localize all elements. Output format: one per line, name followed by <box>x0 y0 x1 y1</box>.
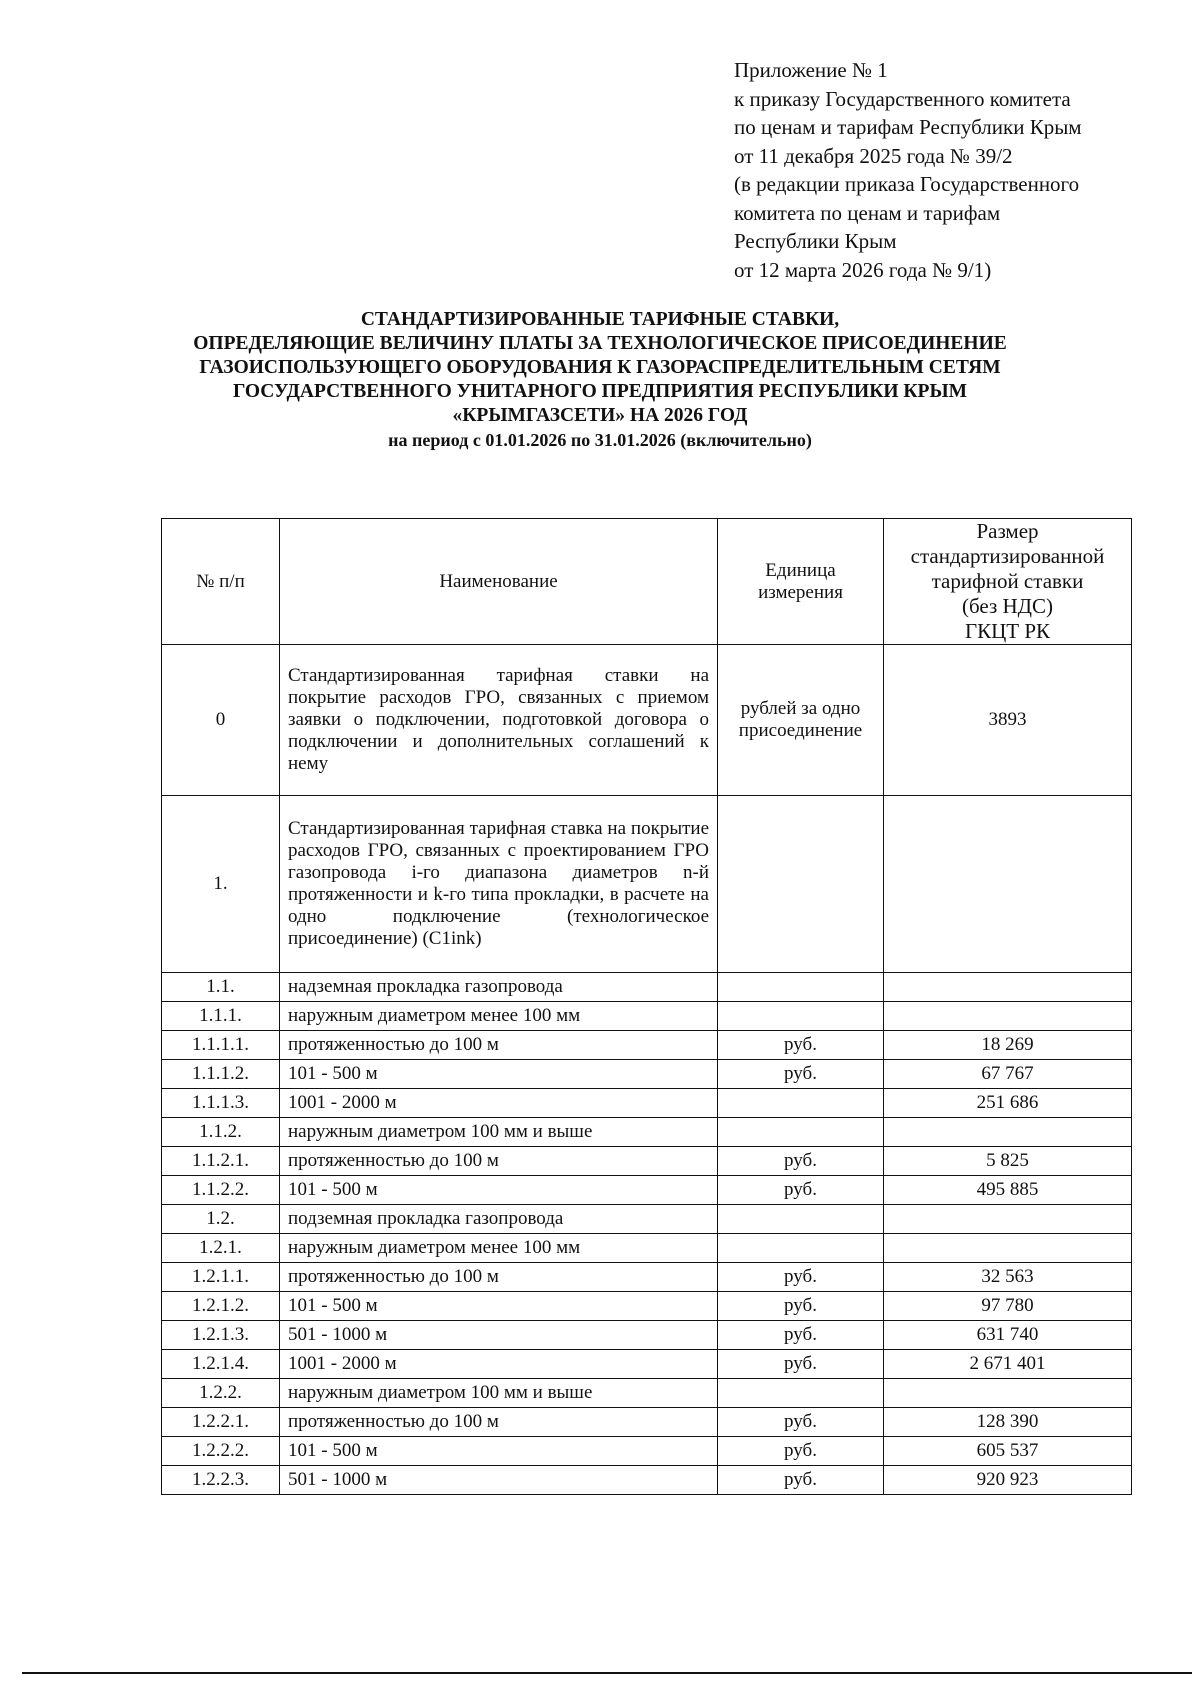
row-value <box>884 1234 1132 1263</box>
table-row <box>162 645 1132 796</box>
row-name: наружным диаметром 100 мм и выше <box>280 1379 718 1408</box>
row-unit: руб. <box>718 1263 884 1292</box>
row-number: 1.2.1.1. <box>162 1263 280 1292</box>
row-value: 128 390 <box>884 1408 1132 1437</box>
table-row <box>162 1437 1132 1466</box>
row-value <box>884 1205 1132 1234</box>
row-name: 101 - 500 м <box>280 1176 718 1205</box>
row-number: 1.1.1.3. <box>162 1089 280 1118</box>
table-row <box>162 1350 1132 1379</box>
tariff-table <box>161 518 1132 1495</box>
row-number: 1.2.2.3. <box>162 1466 280 1495</box>
header-name: Наименование <box>280 519 718 645</box>
row-name: 101 - 500 м <box>280 1437 718 1466</box>
table-row <box>162 1176 1132 1205</box>
table-row <box>162 973 1132 1002</box>
header-rate <box>884 519 1132 645</box>
row-name: подземная прокладка газопровода <box>280 1205 718 1234</box>
header-rate-line: стандартизированной <box>910 544 1105 568</box>
row-name: протяженностью до 100 м <box>280 1147 718 1176</box>
table-row <box>162 1263 1132 1292</box>
row-unit: руб. <box>718 1321 884 1350</box>
row-number: 1.1. <box>162 973 280 1002</box>
table-row <box>162 1118 1132 1147</box>
row-number: 0 <box>162 645 280 796</box>
row-value: 97 780 <box>884 1292 1132 1321</box>
title-line: ОПРЕДЕЛЯЮЩИЕ ВЕЛИЧИНУ ПЛАТЫ ЗА ТЕХНОЛОГИЧЕСКОЕ ПРИСОЕДИНЕНИЕ <box>193 333 1007 354</box>
row-unit: руб. <box>718 1031 884 1060</box>
appendix-line: от 11 декабря 2025 года № 39/2 <box>734 143 1013 168</box>
footer-divider <box>22 1672 1192 1674</box>
row-unit: руб. <box>718 1466 884 1495</box>
row-unit <box>718 1234 884 1263</box>
appendix-line: к приказу Государственного комитета <box>734 86 1071 111</box>
row-value <box>884 1379 1132 1408</box>
header-rate-line: (без НДС) <box>961 594 1053 618</box>
row-unit <box>718 1002 884 1031</box>
row-unit: руб. <box>718 1147 884 1176</box>
row-name: Стандартизированная тарифная ставки на покрытие расходов ГРО, связанных с приемом заявки о подключении, подготовкой договора о подключении и дополнительных соглашений к нему <box>280 645 718 796</box>
row-number: 1.2.2.2. <box>162 1437 280 1466</box>
row-value: 495 885 <box>884 1176 1132 1205</box>
row-unit <box>718 1379 884 1408</box>
row-value: 5 825 <box>884 1147 1132 1176</box>
row-name: наружным диаметром менее 100 мм <box>280 1234 718 1263</box>
row-unit: руб. <box>718 1176 884 1205</box>
row-unit: руб. <box>718 1292 884 1321</box>
title-period: на период с 01.01.2026 по 31.01.2026 (включительно) <box>388 430 812 450</box>
table-row <box>162 1408 1132 1437</box>
row-unit: рублей за одно присоединение <box>718 645 884 796</box>
appendix-line: комитета по ценам и тарифам <box>734 200 1001 225</box>
title-line: «КРЫМГАЗСЕТИ» НА 2026 ГОД <box>452 405 748 426</box>
row-name: наружным диаметром менее 100 мм <box>280 1002 718 1031</box>
appendix-line: (в редакции приказа Государственного <box>734 172 1080 196</box>
row-unit: руб. <box>718 1408 884 1437</box>
row-number: 1.2.2.1. <box>162 1408 280 1437</box>
row-value: 251 686 <box>884 1089 1132 1118</box>
header-rate-line: ГКЦТ РК <box>964 619 1051 643</box>
row-unit <box>718 973 884 1002</box>
row-number: 1.2. <box>162 1205 280 1234</box>
row-value <box>884 1118 1132 1147</box>
table-row <box>162 1292 1132 1321</box>
appendix-block <box>734 56 1082 284</box>
row-unit: руб. <box>718 1060 884 1089</box>
row-unit <box>718 1089 884 1118</box>
header-rate-line: Размер <box>976 519 1039 543</box>
row-name: протяженностью до 100 м <box>280 1031 718 1060</box>
header-unit: Единица измерения <box>718 519 884 645</box>
row-name: наружным диаметром 100 мм и выше <box>280 1118 718 1147</box>
row-number: 1.2.1. <box>162 1234 280 1263</box>
table-row <box>162 1002 1132 1031</box>
row-value <box>884 1002 1132 1031</box>
row-unit <box>718 1118 884 1147</box>
table-row <box>162 1031 1132 1060</box>
row-value: 3893 <box>884 645 1132 796</box>
row-number: 1.2.1.2. <box>162 1292 280 1321</box>
title-line: ГАЗОИСПОЛЬЗУЮЩЕГО ОБОРУДОВАНИЯ К ГАЗОРАСПРЕДЕЛИТЕЛЬНЫМ СЕТЯМ <box>199 357 1001 378</box>
row-value: 920 923 <box>884 1466 1132 1495</box>
row-value: 631 740 <box>884 1321 1132 1350</box>
row-number: 1.1.1.1. <box>162 1031 280 1060</box>
row-value: 2 671 401 <box>884 1350 1132 1379</box>
appendix-line: по ценам и тарифам Республики Крым <box>734 115 1082 139</box>
row-number: 1.1.2.1. <box>162 1147 280 1176</box>
row-name: Стандартизированная тарифная ставка на покрытие расходов ГРО, связанных с проектированием ГРО газопровода i-го диапазона диаметров n-й протяженности и k-го типа прокладки, в расчете на одно подключение (технологическое присоединение) (C1ink) <box>280 796 718 973</box>
table-row <box>162 1147 1132 1176</box>
title-line: ГОСУДАРСТВЕННОГО УНИТАРНОГО ПРЕДПРИЯТИЯ РЕСПУБЛИКИ КРЫМ <box>232 381 967 402</box>
row-unit: руб. <box>718 1437 884 1466</box>
table-row <box>162 1466 1132 1495</box>
row-unit <box>718 1205 884 1234</box>
title-line: СТАНДАРТИЗИРОВАННЫЕ ТАРИФНЫЕ СТАВКИ, <box>360 309 840 330</box>
row-name: надземная прокладка газопровода <box>280 973 718 1002</box>
row-unit <box>718 796 884 973</box>
row-number: 1.1.2.2. <box>162 1176 280 1205</box>
row-number: 1.1.1. <box>162 1002 280 1031</box>
table-row <box>162 1379 1132 1408</box>
table-row <box>162 796 1132 973</box>
table-row <box>162 1205 1132 1234</box>
row-name: протяженностью до 100 м <box>280 1408 718 1437</box>
row-value: 18 269 <box>884 1031 1132 1060</box>
appendix-line: от 12 марта 2026 года № 9/1) <box>734 257 992 282</box>
row-name: 101 - 500 м <box>280 1060 718 1089</box>
table-header-row <box>162 519 1132 645</box>
row-name: 501 - 1000 м <box>280 1466 718 1495</box>
document-title <box>130 308 1070 452</box>
row-value: 67 767 <box>884 1060 1132 1089</box>
row-number: 1.1.1.2. <box>162 1060 280 1089</box>
row-name: 1001 - 2000 м <box>280 1089 718 1118</box>
row-number: 1.2.1.4. <box>162 1350 280 1379</box>
row-number: 1.2.1.3. <box>162 1321 280 1350</box>
table-row <box>162 1060 1132 1089</box>
row-number: 1. <box>162 796 280 973</box>
row-name: протяженностью до 100 м <box>280 1263 718 1292</box>
table-row <box>162 1321 1132 1350</box>
row-value: 605 537 <box>884 1437 1132 1466</box>
row-name: 1001 - 2000 м <box>280 1350 718 1379</box>
table-row <box>162 1089 1132 1118</box>
row-value <box>884 796 1132 973</box>
table-row <box>162 1234 1132 1263</box>
row-name: 101 - 500 м <box>280 1292 718 1321</box>
appendix-line: Приложение № 1 <box>734 58 888 82</box>
row-value <box>884 973 1132 1002</box>
header-rate-line: тарифной ставки <box>931 569 1084 593</box>
appendix-line: Республики Крым <box>734 229 897 253</box>
header-num: № п/п <box>162 519 280 645</box>
row-value: 32 563 <box>884 1263 1132 1292</box>
row-unit: руб. <box>718 1350 884 1379</box>
row-name: 501 - 1000 м <box>280 1321 718 1350</box>
row-number: 1.1.2. <box>162 1118 280 1147</box>
row-number: 1.2.2. <box>162 1379 280 1408</box>
